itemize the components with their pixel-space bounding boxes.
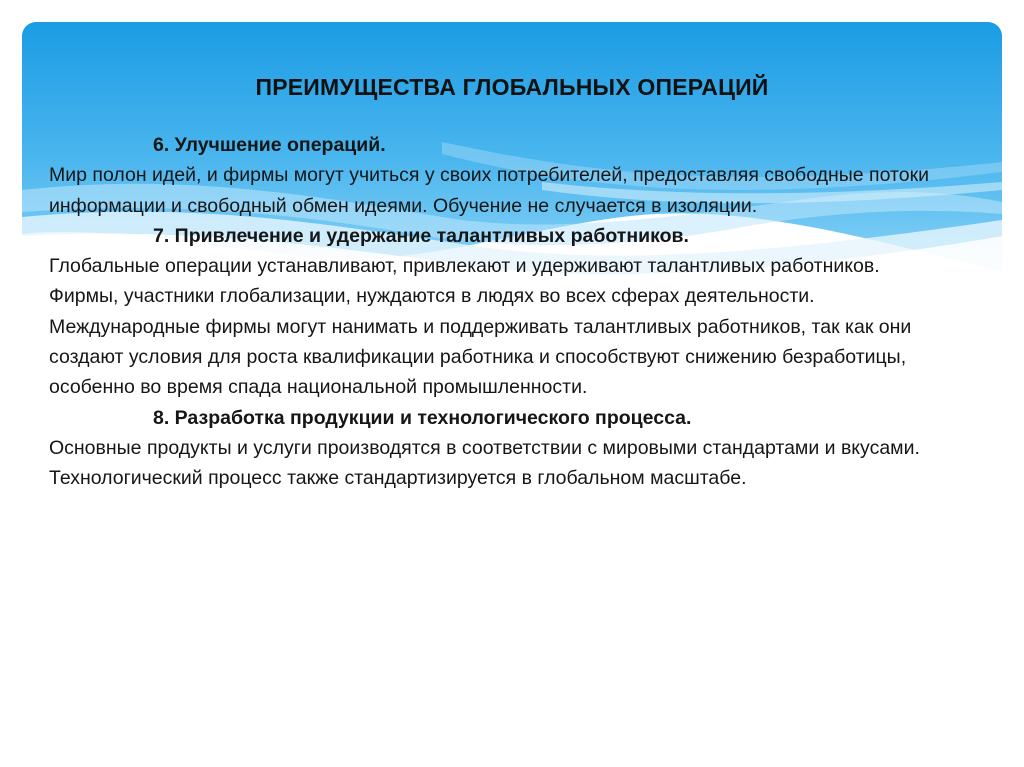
section-heading-6: 6. Улучшение операций.: [153, 134, 386, 156]
section-heading-8: 8. Разработка продукции и технологического процесса.: [153, 406, 692, 429]
section-body-7: Глобальные операции устанавливают, привлекают и удерживают талантливых работников. Фирмы, участники глобализации, нуждаются в людях во всех сферах деятельности. Международные фирмы могут нанимать и поддерживать талантливых работников, так как они создают условия для роста квалификации работника и способствуют снижению безработицы, особенно во время спада национальной промышленности.: [49, 255, 912, 399]
slide-content: [49, 130, 949, 494]
slide: [22, 22, 1002, 744]
section-body-6: Мир полон идей, и фирмы могут учиться у своих потребителей, предоставляя свободные потоки информации и свободный обмен идеями. Обучение не случается в изоляции.: [49, 164, 930, 217]
section-body-8: Основные продукты и услуги производятся в соответствии с мировыми стандартами и вкусами. Технологический процесс также стандартизируется в глобальном масштабе.: [49, 436, 920, 490]
section-heading-7: 7. Привлечение и удержание талантливых работников.: [153, 224, 689, 247]
slide-title: ПРЕИМУЩЕСТВА ГЛОБАЛЬНЫХ ОПЕРАЦИЙ: [255, 74, 769, 100]
